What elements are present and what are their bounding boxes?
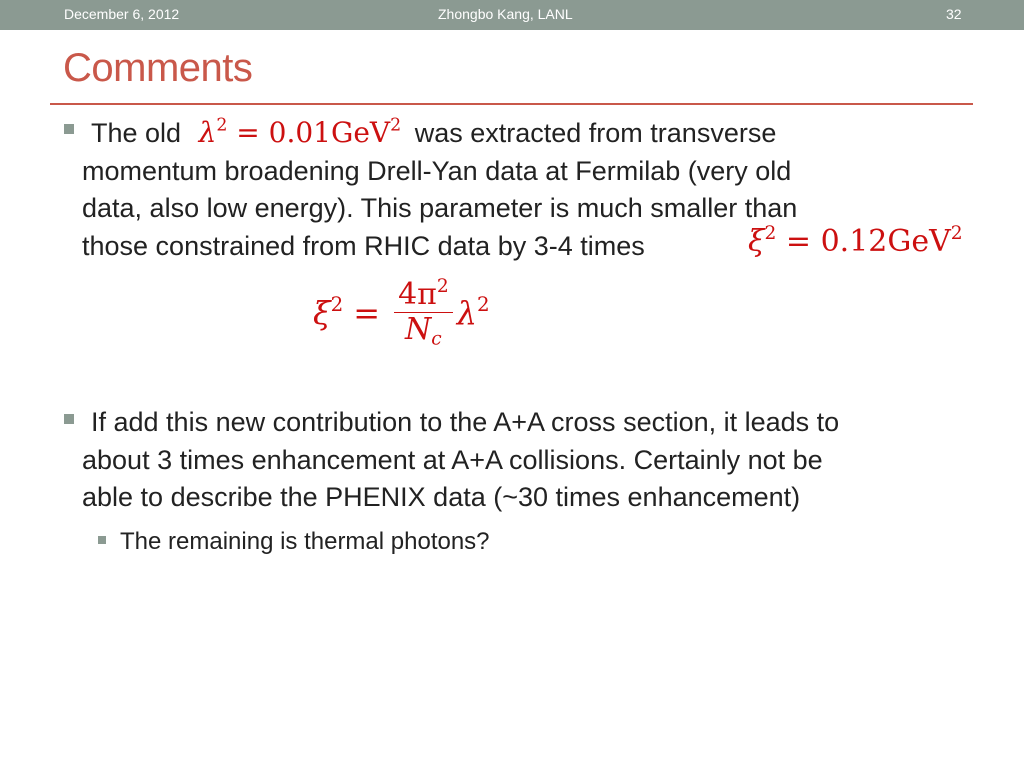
bullet-1-line-3: data, also low energy). This parameter is much smaller than (82, 193, 798, 223)
fraction-numerator: $4\pi^2$ (398, 275, 449, 312)
relation-lambda: $\lambda^2$ (456, 292, 490, 332)
xi-equation-rhs: = 0.12GeV (785, 224, 951, 259)
header-date: December 6, 2012 (64, 6, 180, 22)
xi-equation: $\xi^2 = 0.12GeV^2$ (748, 222, 963, 259)
relation-equals: = (353, 293, 381, 332)
relation-lhs: $\xi^2$ (313, 292, 344, 332)
lambda-equation-rhs: = 0.01GeV (236, 116, 391, 149)
xi-lambda-relation-equation (313, 275, 490, 350)
bullet-1-line-2: momentum broadening Drell-Yan data at Fermilab (very old (82, 155, 792, 186)
bullet-2-line-1: If add this new contribution to the A+A cross section, it leads to (91, 407, 840, 437)
fraction (394, 275, 453, 350)
bullet-marker-2 (64, 414, 74, 424)
sub-bullet-marker (98, 536, 106, 544)
title-divider (50, 103, 973, 105)
slide-title: Comments (63, 46, 253, 90)
bullet-1-prefix: The old (91, 118, 182, 148)
header-page-number: 32 (946, 6, 962, 22)
bullet-marker-1 (64, 124, 74, 134)
lambda-equation: $\lambda^2 = 0.01GeV^2$ (198, 115, 402, 149)
bullet-paragraph-2 (82, 404, 982, 517)
slide-header-bar (0, 0, 1024, 30)
bullet-1-suffix: was extracted from transverse (414, 118, 777, 148)
bullet-1-line-4: those constrained from RHIC data by 3-4 times (82, 230, 645, 261)
fraction-denominator: $N_c$ (405, 312, 442, 350)
bullet-2-line-2: about 3 times enhancement at A+A collisions. Certainly not be (82, 444, 823, 475)
bullet-1-line-1 (82, 114, 982, 153)
header-author: Zhongbo Kang, LANL (438, 6, 573, 22)
bullet-2-line-3: able to describe the PHENIX data (~30 times enhancement) (82, 482, 801, 512)
sub-bullet-text: The remaining is thermal photons? (120, 528, 490, 555)
